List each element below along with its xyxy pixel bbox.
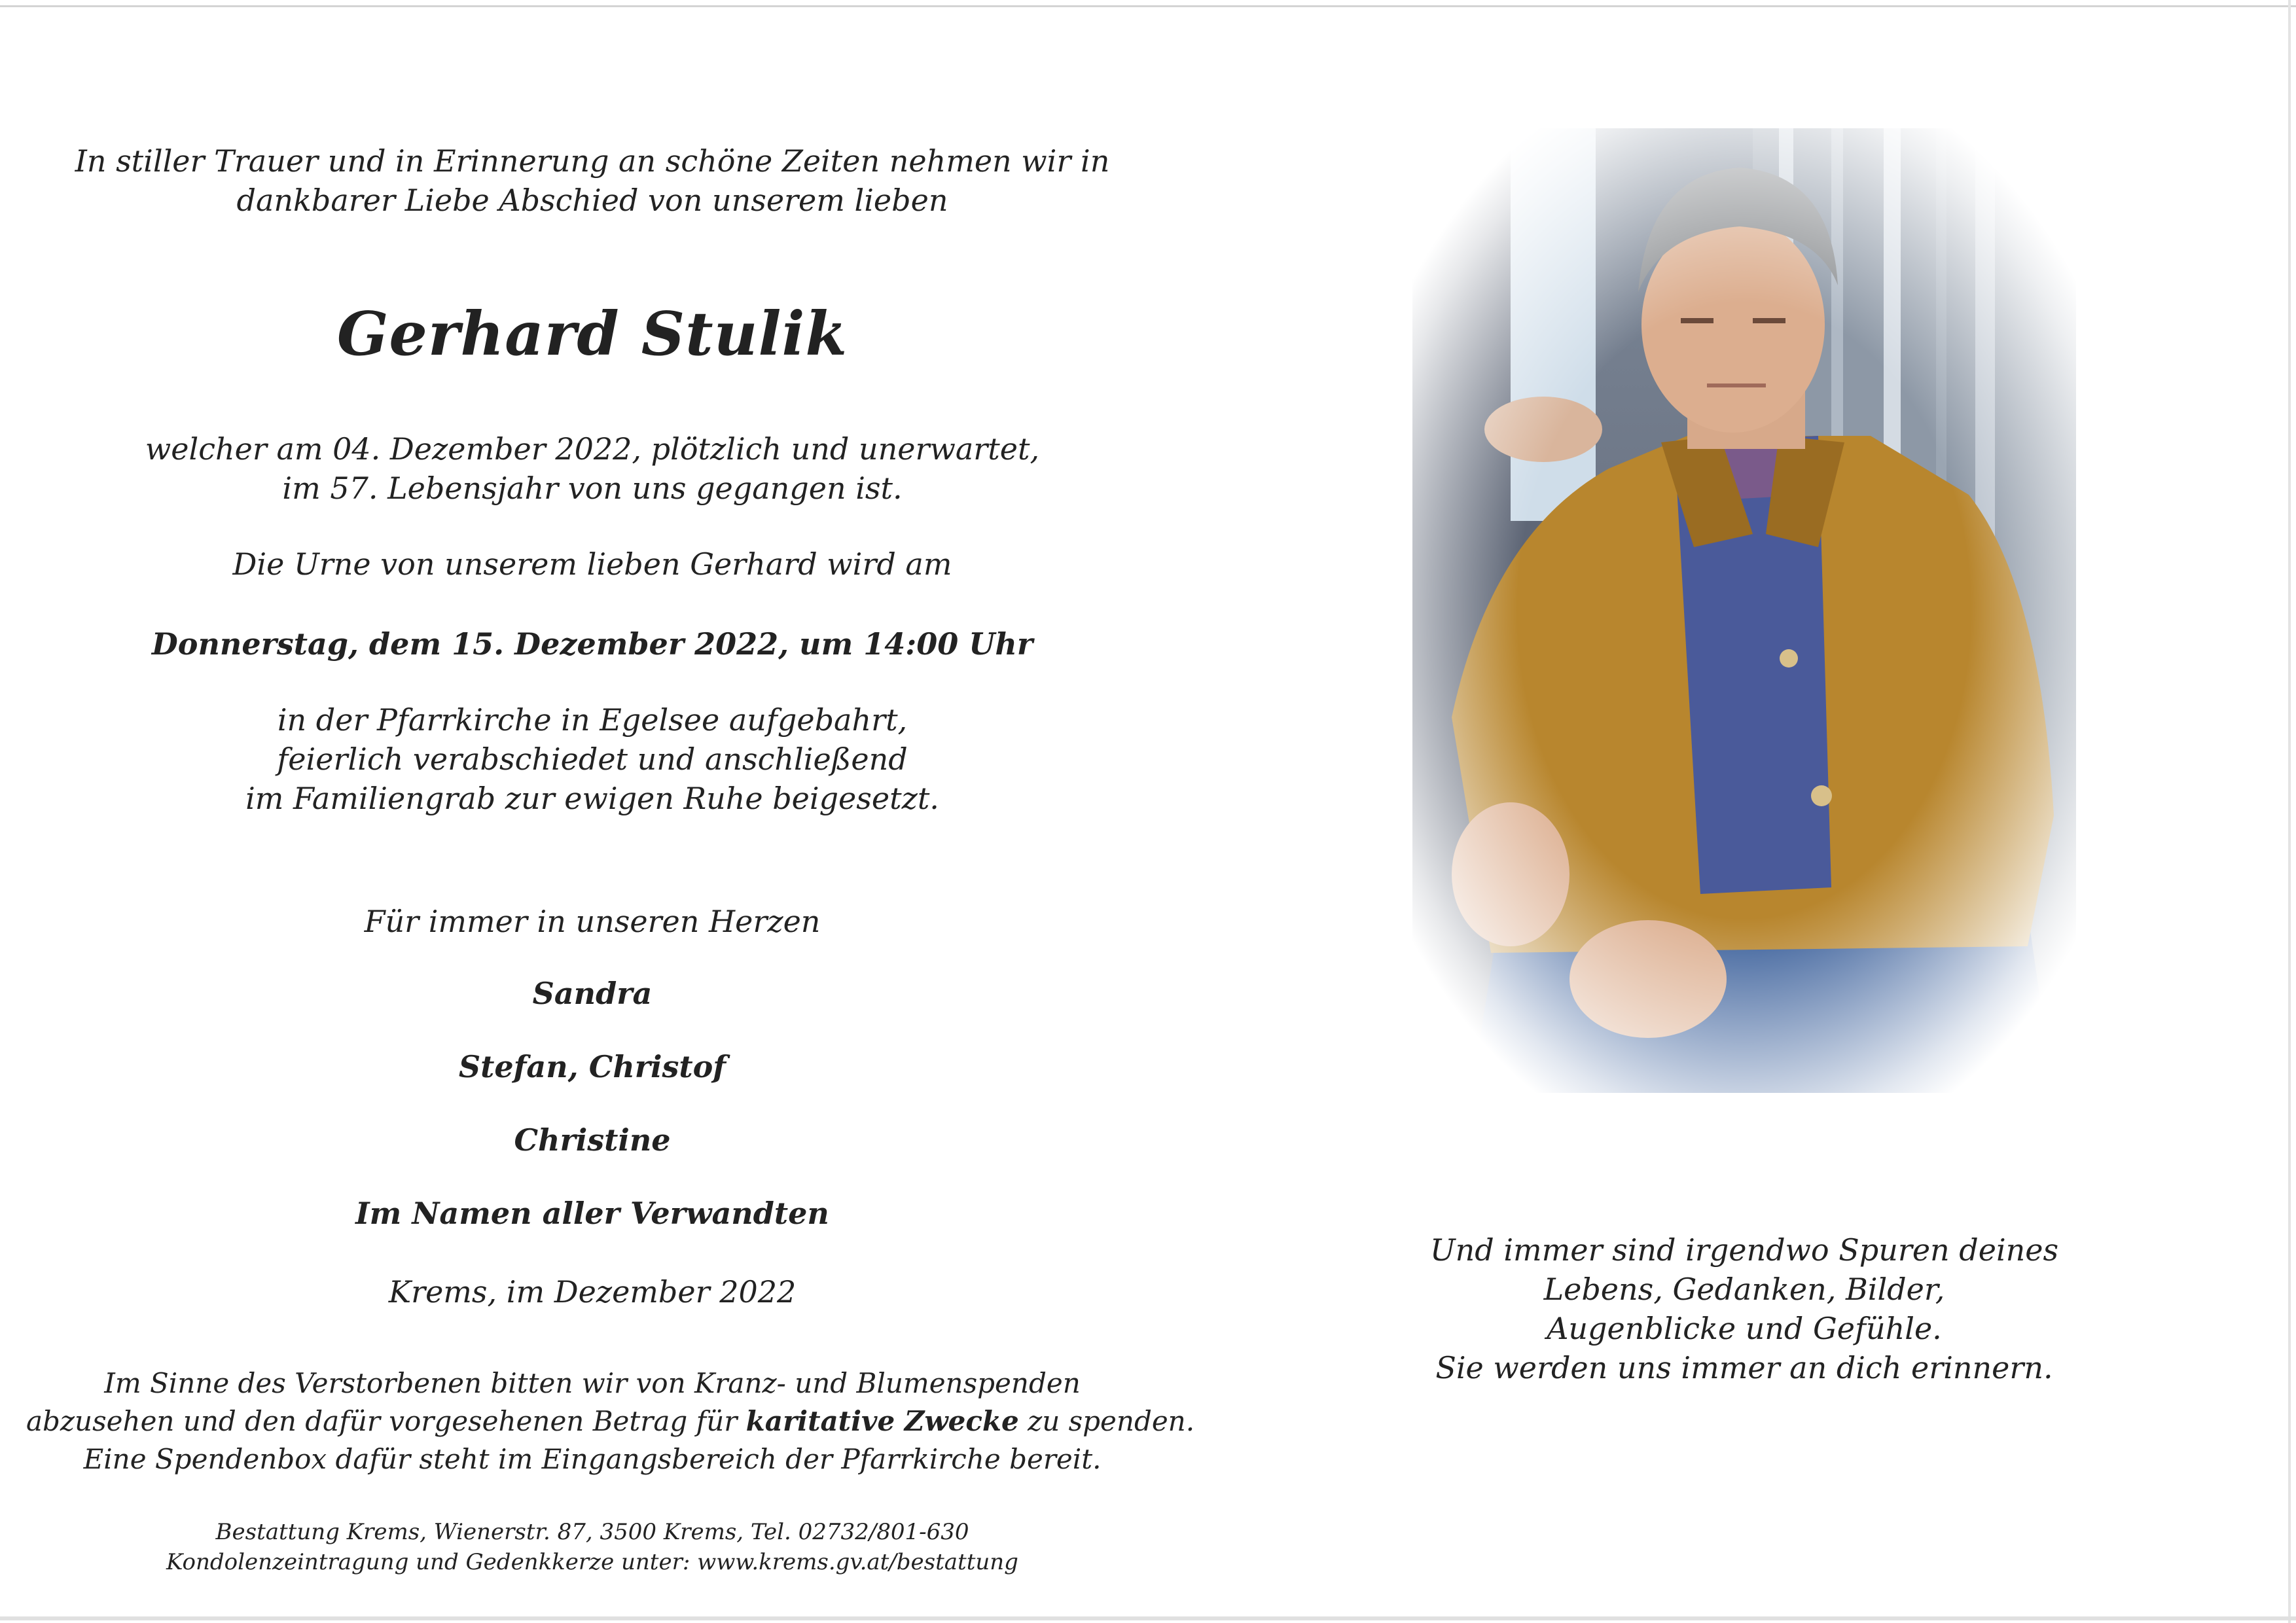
donation-line-2 [26,1402,1195,1441]
portrait-photo [1412,128,2076,1093]
intro-line-1: In stiller Trauer und in Erinnerung an schöne Zeiten nehmen wir in [75,143,1110,179]
right-edge-line [2288,0,2291,1623]
poem-line-1: Und immer sind irgendwo Spuren deines [1429,1232,2059,1268]
footer-line-1: Bestattung Krems, Wienerstr. 87, 3500 Krems, Tel. 02732/801-630 [215,1519,969,1545]
portrait-illustration [1412,128,2076,1093]
mourner-stefan-christof: Stefan, Christof [458,1049,726,1084]
death-notice-line-1: welcher am 04. Dezember 2022, plötzlich und unerwartet, [145,431,1040,467]
ceremony-detail-line-3: im Familiengrab zur ewigen Ruhe beigesetzt. [245,781,939,816]
poem-line-3: Augenblicke und Gefühle. [1547,1311,1942,1346]
mourner-christine: Christine [514,1122,671,1158]
donation-line-1: Im Sinne des Verstorbenen bitten wir von Kranz- und Blumenspenden [104,1367,1081,1399]
ceremony-detail-line-1: in der Pfarrkirche in Egelsee aufgebahrt, [277,702,908,738]
poem-line-4: Sie werden uns immer an dich erinnern. [1435,1350,2053,1385]
donation-line-2-post: zu spenden. [1018,1405,1195,1437]
ceremony-datetime: Donnerstag, dem 15. Dezember 2022, um 14:00 Uhr [151,626,1033,662]
forever-line: Für immer in unseren Herzen [364,904,821,939]
donation-line-2-pre: abzusehen und den dafür vorgesehenen Betrag für [26,1405,746,1437]
poem-line-2: Lebens, Gedanken, Bilder, [1543,1272,1945,1307]
intro-line-2: dankbarer Liebe Abschied von unserem lieben [236,183,948,218]
death-notice-line-2: im 57. Lebensjahr von uns gegangen ist. [282,471,903,506]
urn-intro: Die Urne von unserem lieben Gerhard wird am [232,546,952,582]
deceased-name: Gerhard Stulik [336,298,848,369]
mourner-sandra: Sandra [532,976,653,1011]
mourner-relatives: Im Namen aller Verwandten [355,1196,829,1231]
donation-line-3: Eine Spendenbox dafür steht im Eingangsbereich der Pfarrkirche bereit. [83,1443,1102,1475]
donation-emphasis: karitative Zwecke [745,1405,1019,1437]
poem-column [1412,1230,2076,1400]
place-date: Krems, im Dezember 2022 [388,1274,797,1310]
obituary-text-column [26,0,1195,1623]
footer-line-2: Kondolenzeintragung und Gedenkkerze unter: www.krems.gv.at/bestattung [166,1549,1018,1575]
ceremony-detail-line-2: feierlich verabschiedet und anschließend [277,741,908,777]
